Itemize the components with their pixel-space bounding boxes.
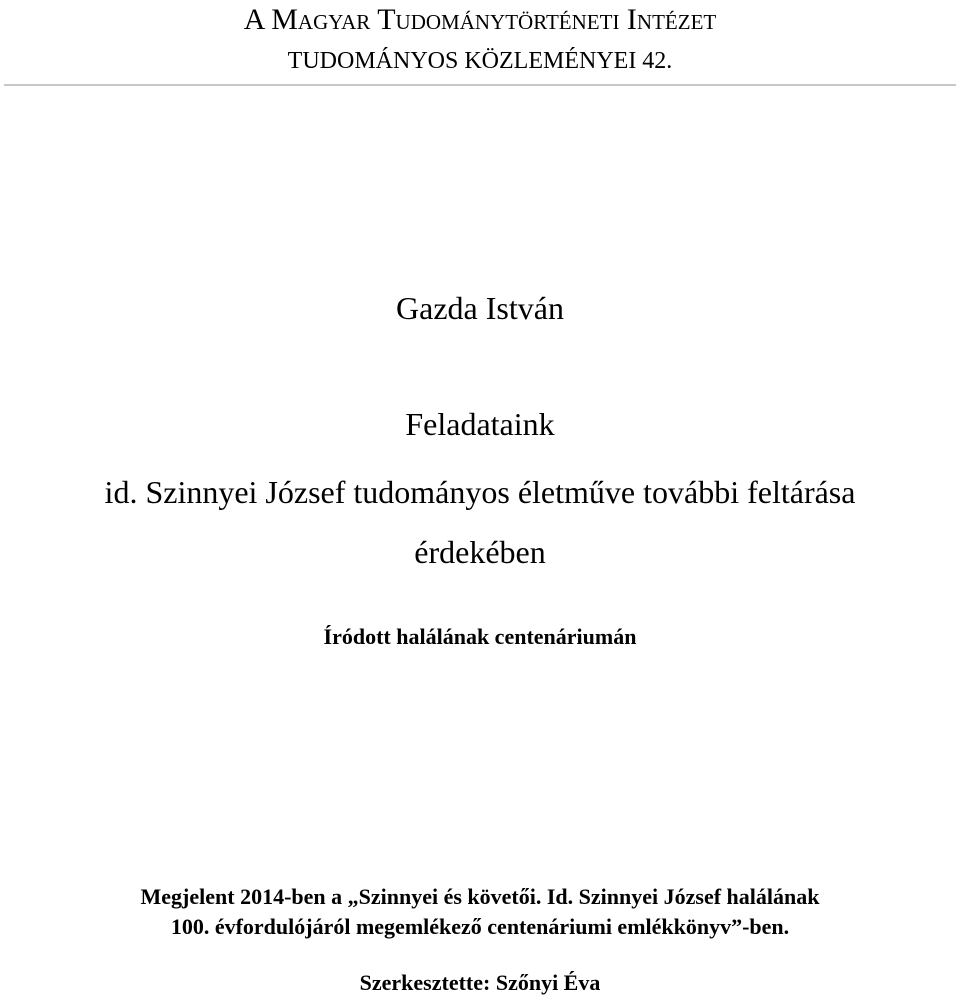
- series-subtitle: TUDOMÁNYOS KÖZLEMÉNYEI 42.: [287, 48, 673, 74]
- document-subtitle: id. Szinnyei József tudományos életműve további feltárása érdekében: [104, 474, 856, 570]
- series-title-text: A Magyar Tudománytörténeti Intézet: [243, 3, 717, 36]
- publication-note: [40, 882, 920, 942]
- publication-note-line: Megjelent 2014-ben a „Szinnyei és követői. Id. Szinnyei József halálának: [140, 884, 820, 909]
- header-divider: [4, 84, 956, 86]
- series-title: [0, 2, 960, 38]
- publication-note-line: 100. évfordulójáról megemlékező centenáriumi emlékkönyv”-ben.: [170, 914, 790, 939]
- document-title: Feladataink: [405, 406, 555, 442]
- dedication-note: Íródott halálának centenáriumán: [323, 624, 637, 649]
- editor-credit: Szerkesztette: Szőnyi Éva: [359, 970, 601, 995]
- author-name: Gazda István: [396, 290, 564, 326]
